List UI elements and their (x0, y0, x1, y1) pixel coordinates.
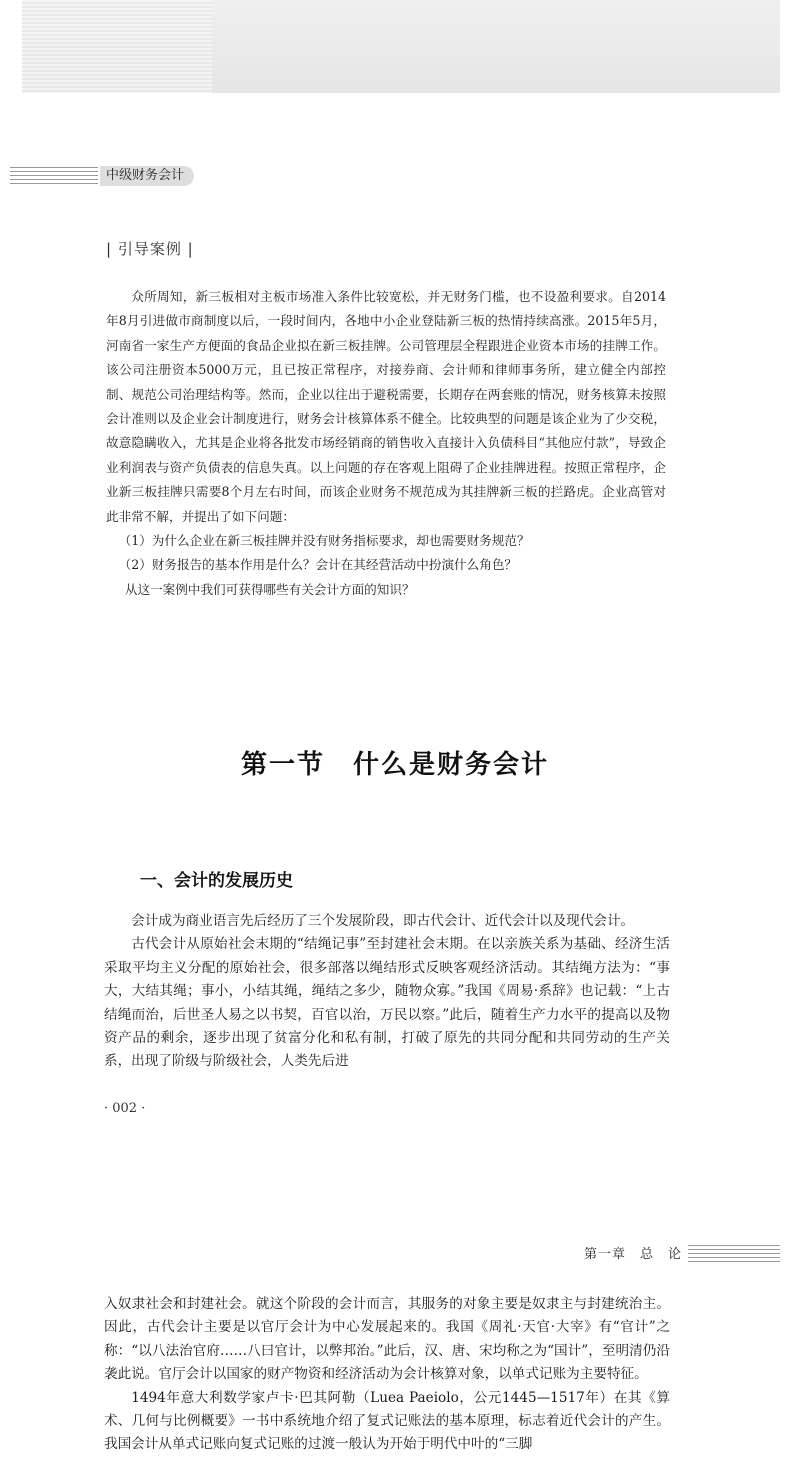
case-paragraph: 众所周知，新三板相对主板市场准入条件比较宽松，并无财务门槛，也不设盈利要求。自2014年8月引进做市商制度以后，一段时间内，各地中小企业登陆新三板的热情持续高涨。2015年5月，河南省一家生产方便面的食品企业拟在新三板挂牌。公司管理层全程跟进企业资本市场的挂牌工作。该公司注册资本5000万元，且已按正常程序，对接券商、会计师和律师事务所，建立健全内部控制、规范公司治理结构等。然而，企业以往出于避税需要，长期存在两套账的情况，财务核算未按照会计准则以及企业会计制度进行，财务会计核算体系不健全。比较典型的问题是该企业为了少交税，故意隐瞒收入，尤其是企业将各批发市场经销商的销售收入直接计入负债科目“其他应付款”，导致企业利润表与资产负债表的信息失真。以上问题的存在客观上阻碍了企业挂牌进程。按照正常程序，企业新三板挂牌只需要8个月左右时间，而该企业财务不规范成为其挂牌新三板的拦路虎。企业高管对此非常不解，并提出了如下问题： (106, 289, 666, 524)
body-paragraph: 1494年意大利数学家卢卡·巴其阿勒（Luea Paeiolo，公元1445—1517年）在其《算术、几何与比例概要》一书中系统地介绍了复式记账法的基本原理，标志着近代会计的产生。我国会计从单式记账向复式记账的过渡一般认为开始于明代中叶的“三脚 (104, 1389, 670, 1453)
header-band-stripes (22, 0, 212, 93)
running-head-right (574, 1245, 780, 1265)
body-paragraph: 会计成为商业语言先后经历了三个发展阶段，即古代会计、近代会计以及现代会计。 (131, 913, 635, 929)
running-head-lines (688, 1245, 780, 1265)
running-head-left (10, 166, 194, 186)
body-text-page1 (104, 910, 670, 1074)
section-tag-guide-case: | 引导案例 | (106, 240, 194, 258)
running-head-lines (10, 167, 98, 185)
case-question-3: 从这一案例中我们可获得哪些有关会计方面的知识？ (124, 581, 415, 597)
case-text-block (106, 285, 666, 602)
book-title-tab: 中级财务会计 (100, 166, 194, 186)
case-question-2: （2）财务报告的基本作用是什么？会计在其经营活动中扮演什么角色？ (118, 557, 518, 573)
page-number: · 002 · (104, 1101, 146, 1116)
top-header-band (22, 0, 780, 93)
body-paragraph: 古代会计从原始社会末期的“结绳记事”至封建社会末期。在以亲族关系为基础、经济生活采取平均主义分配的原始社会，很多部落以绳结形式反映客观经济活动。其结绳方法为：“事大，大结其绳；事小，小结其绳，绳结之多少，随物众寡。”我国《周易·系辞》也记载：“上古结绳而治，后世圣人易之以书契，百官以治，万民以察。”此后，随着生产力水平的提高以及物资产品的剩余，逐步出现了贫富分化和私有制，打破了原先的共同分配和共同劳动的生产关系，出现了阶级与阶级社会，人类先后进 (104, 936, 670, 1070)
body-paragraph: 入奴隶社会和封建社会。就这个阶段的会计而言，其服务的对象主要是奴隶主与封建统治主。因此，古代会计主要是以官厅会计为中心发展起来的。我国《周礼·天官·大宰》有“官计”之称：“以八法治官府……八曰官计，以弊邦治。”此后，汉、唐、宋均称之为“国计”，至明清仍沿袭此说。官厅会计以国家的财产物资和经济活动为会计核算对象，以单式记账为主要特征。 (104, 1296, 670, 1383)
chapter-title-tab: 第一章 总 论 (583, 1247, 682, 1262)
subsection-heading: 一、会计的发展历史 (140, 871, 293, 891)
section-title: 第一节 什么是财务会计 (240, 750, 549, 780)
case-question-1: （1）为什么企业在新三板挂牌并没有财务指标要求，却也需要财务规范？ (118, 533, 530, 549)
body-text-page2 (104, 1293, 670, 1457)
